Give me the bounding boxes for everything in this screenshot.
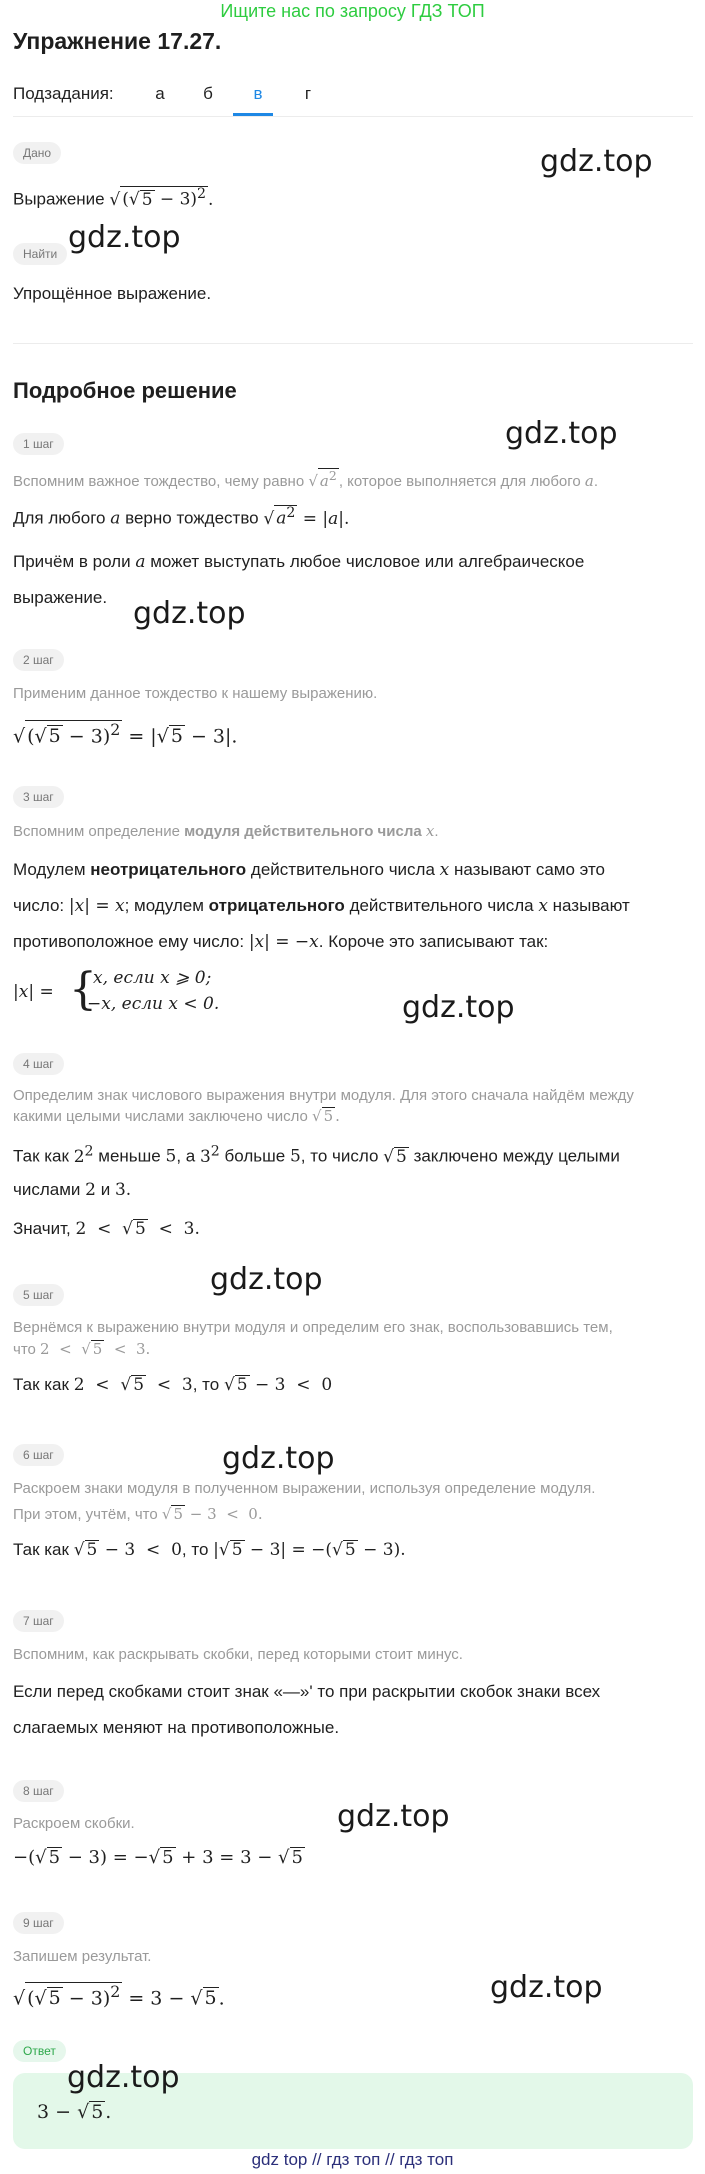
step-text: Так как 2 < √ 5 < 3, то √ 5 − 3 < 0 (13, 1375, 333, 1395)
divider (13, 116, 693, 117)
step-badge: 4 шаг (13, 1053, 64, 1075)
step-hint: Применим данное тождество к нашему выражению. (13, 685, 378, 702)
step-text: Причём в роли a может выступать любое числовое или алгебраическое (13, 552, 585, 572)
watermark: gdz.top (67, 2060, 180, 2095)
watermark: gdz.top (505, 416, 618, 451)
watermark: gdz.top (402, 990, 515, 1025)
find-badge: Найти (13, 243, 67, 265)
tab-v[interactable]: в (253, 84, 263, 103)
step-hint: что 2 < √ 5 < 3. (13, 1340, 151, 1358)
step-hint: Раскроем знаки модуля в полученном выражении, используя определение модуля. (13, 1480, 596, 1497)
step-hint: Вспомним, как раскрывать скобки, перед которыми стоит минус. (13, 1646, 463, 1663)
step-text: Для любого a верно тождество √ $a^2 = |a|$. (13, 505, 350, 529)
answer-formula: 3 − √ 5 . (37, 2101, 112, 2123)
step-badge: 8 шаг (13, 1780, 64, 1802)
step-badge: 9 шаг (13, 1912, 64, 1934)
step-text: Так как √ 5 − 3 < 0, то |√ 5 − 3| = −(√ 5 − 3). (13, 1540, 406, 1560)
step-text: Модулем неотрицательного действительного числа x называют само это (13, 860, 606, 880)
step-hint: Вспомним определение модуля действительного числа x. (13, 822, 439, 840)
given-expression: √ (√ 5 − 3)$^2$ . (109, 186, 214, 210)
watermark: gdz.top (222, 1441, 335, 1476)
watermark: gdz.top (68, 220, 181, 255)
watermark: gdz.top (210, 1262, 323, 1297)
step-text: Так как $2^2$ меньше 5, а $3^2$ больше 5, то число √ 5 заключено между целыми (13, 1143, 620, 1167)
step-text: слагаемых меняют на противоположные. (13, 1718, 340, 1737)
tab-g[interactable]: г (304, 84, 312, 103)
step-hint: Вернёмся к выражению внутри модуля и определим его знак, воспользовавшись тем, (13, 1319, 613, 1336)
solution-heading: Подробное решение (13, 378, 237, 403)
step-hint: При этом, учтём, что √ 5 − 3 < 0. (13, 1505, 263, 1523)
page-title: Упражнение 17.27. (13, 28, 222, 54)
step-hint: Вспомним важное тождество, чему равно √ $a^2$ , которое выполняется для любого a. (13, 468, 599, 490)
footer-links[interactable]: gdz top // гдз топ // гдз топ (251, 2150, 454, 2169)
tab-a[interactable]: а (155, 84, 165, 103)
page: Ищите нас по запросу ГДЗ ТОП Упражнение 17.27. Подзадания: а б в г Дано Выражение √ (√ 5 − 3)$^2$ . Найти Упрощённое выражение. Подробное решение 1 шаг Вспомним важное тождество, чему равно √ $a^2$ , которое выполняется для любого a. Для любого a верно тождество √ $a^2 = |a|$. Причём в роли a может выступать любое числовое или алгебраическое выражение. 2 шаг Применим данное тождество к нашему выражению. √ (√ 5 − 3)$^2$ = |√ 5 − 3|. 3 шаг Вспомним определение модуля действительного числа x. Модулем неотрицательного действительного числа x называют само это число: |x| = x; модулем отрицательного действительного числа x называют противоположное ему число: |x| = −x. Короче это записывают так: |x| = { x, если x ⩾ 0; −x, если x < 0. 4 шаг Определим знак числового выражения внутри модуля. Для этого сначала найдём между какими целыми числами заключено число √ 5 . Так как $2^2$ меньше 5, а $3^2$ больше 5, то число √ 5 заключено между целыми числами 2 и 3. Значит, 2 < √ 5 < 3. 5 шаг Вернёмся к выражению внутри модуля и определим его знак, воспользовавшись тем, что 2 < √ 5 < 3. Так как 2 < √ 5 < 3, то √ 5 − 3 < 0 6 шаг Раскроем знаки модуля в полученном выражении, используя определение модуля. При этом, учтём, что √ 5 − 3 < 0. Так как √ 5 − 3 < 0, то |√ 5 − 3| = −(√ 5 − 3). 7 шаг Вспомним, как раскрывать скобки, перед которыми стоит минус. Если перед скобками стоит знак «—»' то при раскрытии скобок знаки всех слагаемых меняют на противоположные. 8 шаг Раскроем скобки. −(√ 5 − 3) = −√ 5 + 3 = 3 − √ 5 9 шаг Запишем результат. √ (√ 5 − 3)$^2$ = 3 − √ 5 . Ответ 3 − √ 5 . gdz.top gdz.top gdz.top gdz.top gdz.top gdz.top gdz.top gdz.top gdz.top gdz.top gdz top // гдз топ // гдз топ (0, 0, 705, 2174)
step-hint: Запишем результат. (13, 1948, 152, 1965)
step-hint: Раскроем скобки. (13, 1815, 135, 1832)
watermark: gdz.top (337, 1799, 450, 1834)
step-text: Значит, 2 < √ 5 < 3. (13, 1219, 200, 1239)
answer-badge: Ответ (13, 2040, 66, 2062)
step-badge: 1 шаг (13, 433, 64, 455)
tab-b[interactable]: б (203, 84, 213, 103)
divider (13, 343, 693, 344)
step-badge: 5 шаг (13, 1284, 64, 1306)
given-badge: Дано (13, 142, 61, 164)
watermark: gdz.top (133, 596, 246, 631)
step-hint: какими целыми числами заключено число √ 5 . (13, 1107, 340, 1125)
step-text: Если перед скобками стоит знак «—»' то при раскрытии скобок знаки всех (13, 1682, 601, 1701)
given-text: Выражение √ (√ 5 − 3)$^2$ . (13, 186, 214, 210)
watermark: gdz.top (540, 144, 653, 179)
step-badge: 2 шаг (13, 649, 64, 671)
step-text: числами 2 и 3. (13, 1180, 132, 1200)
find-text: Упрощённое выражение. (13, 284, 212, 303)
search-hint-link[interactable]: Ищите нас по запросу ГДЗ ТОП (220, 1, 485, 21)
formula: −(√ 5 − 3) = −√ 5 + 3 = 3 − √ 5 (13, 1847, 303, 1868)
formula: √ (√ 5 − 3)$^2$ = |√ 5 − 3|. (13, 720, 238, 748)
step-text: число: |x| = x; модулем отрицательного действительного числа x называют (13, 896, 630, 916)
step-hint: Определим знак числового выражения внутри модуля. Для этого сначала найдём между (13, 1087, 634, 1104)
formula: √ (√ 5 − 3)$^2$ = 3 − √ 5 . (13, 1982, 225, 2010)
step-text: выражение. (13, 588, 108, 607)
step-badge: 3 шаг (13, 786, 64, 808)
watermark: gdz.top (490, 1970, 603, 2005)
subtasks-label: Подзадания: (13, 84, 114, 103)
step-badge: 7 шаг (13, 1610, 64, 1632)
step-badge: 6 шаг (13, 1444, 64, 1466)
step-text: противоположное ему число: |x| = −x. Короче это записывают так: (13, 932, 549, 952)
